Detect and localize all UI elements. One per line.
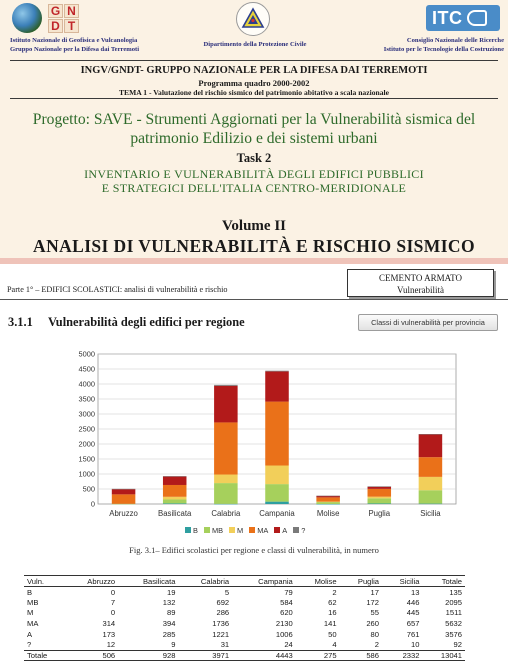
bar-segment bbox=[112, 489, 136, 494]
globe-icon bbox=[12, 3, 42, 33]
legend-item bbox=[274, 524, 287, 536]
vulnerability-chart bbox=[64, 350, 462, 522]
bar-segment bbox=[419, 490, 443, 503]
table-total-label: Totale bbox=[24, 650, 65, 661]
table-cell: 92 bbox=[453, 640, 462, 650]
table-total-cell: 3971 bbox=[178, 650, 232, 661]
bar-segment bbox=[368, 503, 392, 504]
header-divider bbox=[10, 60, 498, 61]
institute-title: INGV/GNDT- GRUPPO NAZIONALE PER LA DIFESA DAI TERREMOTI bbox=[80, 65, 428, 76]
bar-segment bbox=[214, 504, 238, 505]
cover-page bbox=[0, 0, 508, 264]
table-cell: 5 bbox=[224, 587, 230, 597]
bar-segment bbox=[316, 502, 340, 503]
table-cell: 9 bbox=[171, 640, 176, 650]
table-cell: 7 bbox=[110, 597, 116, 607]
legend-swatch bbox=[185, 527, 191, 533]
legend-swatch bbox=[229, 527, 235, 533]
bar-segment bbox=[265, 466, 289, 485]
running-header: Parte 1° – EDIFICI SCOLASTICI: analisi di vulnerabilità e rischio bbox=[7, 285, 228, 294]
table-cell: 3576 bbox=[445, 629, 462, 639]
bar-segment bbox=[265, 484, 289, 502]
table-row bbox=[24, 629, 465, 640]
table-cell: 62 bbox=[328, 597, 337, 607]
bar-segment bbox=[214, 385, 238, 386]
bar-segment bbox=[214, 422, 238, 474]
table-cell: 89 bbox=[167, 608, 176, 618]
table-row-label: M bbox=[27, 608, 34, 618]
stacked-bar-chart bbox=[64, 350, 462, 522]
y-tick-label: 2000 bbox=[78, 439, 95, 449]
table-cell: 445 bbox=[406, 608, 420, 618]
table-header-cell: Molise bbox=[296, 576, 340, 587]
table-cell: 79 bbox=[284, 587, 293, 597]
table-cell: 314 bbox=[102, 619, 116, 629]
table-cell: 19 bbox=[167, 587, 176, 597]
table-cell: 50 bbox=[328, 629, 337, 639]
x-tick-label: Campania bbox=[259, 509, 295, 518]
bar-segment bbox=[419, 504, 443, 505]
table-total-cell: 586 bbox=[340, 650, 382, 661]
bar-segment bbox=[163, 499, 187, 503]
province-classes-button[interactable]: Classi di vulnerabilità per provincia bbox=[358, 314, 498, 331]
table-row-label: MB bbox=[27, 597, 39, 607]
x-tick-label: Basilicata bbox=[158, 509, 192, 518]
table-header-cell: Vuln. bbox=[24, 576, 65, 587]
table-cell: 285 bbox=[162, 629, 176, 639]
table-cell: 16 bbox=[328, 608, 337, 618]
legend-label: MA bbox=[257, 525, 269, 535]
figure-caption: Fig. 3.1– Edifici scolastici per regione e classi di vulnerabilità, in numero bbox=[129, 545, 379, 555]
protezione-civile-logo bbox=[180, 0, 330, 50]
y-tick-label: 3000 bbox=[78, 409, 95, 419]
cnr-caption bbox=[384, 37, 504, 54]
theme-line: TEMA 1 - Valutazione del rischio sismico del patrimonio abitativo a scala nazionale bbox=[118, 88, 389, 97]
y-tick-label: 2500 bbox=[78, 424, 95, 434]
table-header-cell: Sicilia bbox=[382, 576, 422, 587]
programme-line: Programma quadro 2000-2002 bbox=[198, 78, 310, 88]
section-title: Vulnerabilità degli edifici per regione bbox=[48, 315, 245, 329]
gndt-letter: D bbox=[48, 19, 63, 33]
bar-segment bbox=[112, 489, 136, 490]
table-header-cell: Abruzzo bbox=[65, 576, 118, 587]
itc-caption-line: Istituto per le Tecnologie della Costruzione bbox=[383, 45, 504, 53]
table-total-cell: 13041 bbox=[422, 650, 465, 661]
bar-segment bbox=[265, 502, 289, 504]
bar-segment bbox=[368, 489, 392, 497]
y-tick-label: 1000 bbox=[78, 469, 95, 479]
table-cell: 394 bbox=[162, 619, 176, 629]
table-total-row bbox=[24, 650, 465, 661]
inventory-title-line: E STRATEGICI DELL'ITALIA CENTRO-MERIDIONALE bbox=[101, 181, 407, 195]
table-cell: 2 bbox=[332, 587, 337, 597]
table-row-label: ? bbox=[27, 640, 32, 650]
table-cell: 31 bbox=[220, 640, 230, 650]
legend-item bbox=[293, 524, 305, 536]
table-body bbox=[24, 587, 465, 661]
table-cell: 172 bbox=[366, 597, 379, 607]
table-cell: 260 bbox=[366, 619, 379, 629]
table-total-cell: 275 bbox=[296, 650, 340, 661]
section-heading bbox=[8, 315, 245, 330]
table-cell: 12 bbox=[106, 640, 116, 650]
table-cell: 0 bbox=[110, 608, 116, 618]
table-total-cell: 2332 bbox=[382, 650, 422, 661]
legend-item bbox=[204, 524, 223, 536]
table-cell: 2 bbox=[374, 640, 379, 650]
itc-logo-text: ITC bbox=[432, 7, 463, 28]
legend-swatch bbox=[249, 527, 255, 533]
table-row bbox=[24, 587, 465, 598]
table-row bbox=[24, 597, 465, 608]
table-cell: 4 bbox=[332, 640, 337, 650]
bar-segment bbox=[419, 477, 443, 490]
x-tick-label: Abruzzo bbox=[109, 509, 138, 518]
table-cell: 584 bbox=[280, 597, 293, 607]
bar-segment bbox=[368, 486, 392, 487]
ingv-gndt-logo bbox=[10, 3, 180, 57]
table-cell: 286 bbox=[216, 608, 230, 618]
table-header-cell: Calabria bbox=[178, 576, 232, 587]
section-number: 3.1.1 bbox=[8, 315, 33, 329]
table-cell: 80 bbox=[370, 629, 379, 639]
table-total-cell: 4443 bbox=[232, 650, 296, 661]
table-cell: 10 bbox=[411, 640, 420, 650]
table-cell: 761 bbox=[406, 629, 420, 639]
project-title-line: patrimonio Edilizio e dei sistemi urbani bbox=[130, 130, 378, 147]
bar-segment bbox=[112, 504, 136, 505]
table-cell: 2130 bbox=[275, 619, 293, 629]
material-sublabel: Vulnerabilità bbox=[397, 285, 444, 295]
legend-label: MB bbox=[211, 525, 224, 535]
protezione-civile-caption: Dipartimento della Protezione Civile bbox=[203, 41, 307, 48]
table-row bbox=[24, 608, 465, 619]
bar-segment bbox=[214, 475, 238, 484]
chart-legend bbox=[185, 524, 305, 536]
legend-swatch bbox=[293, 527, 299, 533]
table-cell: 1736 bbox=[212, 619, 230, 629]
project-title-line: Progetto: SAVE - Strumenti Aggiornati per la Vulnerabilità sismica del bbox=[32, 111, 476, 128]
y-tick-label: 3500 bbox=[78, 394, 95, 404]
material-box bbox=[347, 269, 494, 297]
table-row-label: MA bbox=[27, 619, 39, 629]
table-cell: 135 bbox=[449, 587, 462, 597]
page-divider bbox=[0, 299, 508, 300]
table-row bbox=[24, 618, 465, 629]
x-tick-label: Sicilia bbox=[420, 509, 441, 518]
legend-item bbox=[249, 524, 268, 536]
task-label: Task 2 bbox=[236, 151, 272, 165]
bar-segment bbox=[163, 476, 187, 477]
table-cell: 1006 bbox=[275, 629, 293, 639]
table-cell: 5632 bbox=[445, 619, 462, 629]
y-tick-label: 5000 bbox=[78, 350, 95, 359]
itc-cnr-logo bbox=[340, 3, 504, 57]
table-cell: 17 bbox=[370, 587, 379, 597]
bar-segment bbox=[265, 402, 289, 466]
bar-segment bbox=[163, 503, 187, 504]
bar-segment bbox=[163, 485, 187, 497]
table-total-cell: 928 bbox=[118, 650, 178, 661]
bar-segment bbox=[419, 457, 443, 477]
civil-protection-emblem-icon bbox=[236, 2, 270, 36]
bar-segment bbox=[316, 497, 340, 501]
bar-segment bbox=[214, 386, 238, 423]
bar-segment bbox=[163, 476, 187, 485]
bar-segment bbox=[419, 434, 443, 435]
table-cell: 2095 bbox=[445, 597, 462, 607]
material-label: CEMENTO ARMATO bbox=[379, 273, 462, 283]
bar-segment bbox=[419, 434, 443, 457]
table-cell: 55 bbox=[370, 608, 379, 618]
gndt-letter: G bbox=[48, 4, 63, 18]
itc-mark-icon bbox=[467, 10, 487, 26]
table-header-cell: Basilicata bbox=[118, 576, 178, 587]
legend-label: ? bbox=[301, 525, 306, 535]
gndt-caption-line: Gruppo Nazionale per la Difesa dai Terremoti bbox=[10, 45, 140, 53]
table-header-row bbox=[24, 576, 465, 587]
gndt-letter: T bbox=[64, 19, 79, 33]
y-tick-label: 500 bbox=[82, 484, 95, 494]
ingv-caption bbox=[10, 37, 139, 54]
table-cell: 1221 bbox=[212, 629, 230, 639]
table-cell: 13 bbox=[411, 587, 420, 597]
y-tick-label: 0 bbox=[90, 499, 95, 509]
gndt-letters bbox=[48, 4, 79, 33]
bar-segment bbox=[214, 483, 238, 504]
volume-title: ANALISI DI VULNERABILITÀ E RISCHIO SISMICO bbox=[33, 236, 475, 256]
table-cell: 657 bbox=[406, 619, 420, 629]
bar-segment bbox=[368, 498, 392, 503]
bar-segment bbox=[368, 497, 392, 499]
table-cell: 24 bbox=[284, 640, 293, 650]
bar-segment bbox=[316, 504, 340, 505]
y-tick-label: 4500 bbox=[78, 364, 95, 374]
table-cell: 1511 bbox=[445, 608, 462, 618]
x-tick-label: Molise bbox=[316, 509, 340, 518]
table-header-cell: Puglia bbox=[340, 576, 382, 587]
table-header-cell: Totale bbox=[422, 576, 465, 587]
table-cell: 620 bbox=[280, 608, 293, 618]
x-tick-label: Puglia bbox=[368, 509, 391, 518]
bar-segment bbox=[265, 371, 289, 372]
table-total-cell: 506 bbox=[65, 650, 118, 661]
legend-swatch bbox=[204, 527, 210, 533]
legend-label: B bbox=[193, 525, 198, 535]
table-row-label: A bbox=[27, 629, 33, 639]
table-cell: 446 bbox=[406, 597, 420, 607]
legend-swatch bbox=[274, 527, 280, 533]
bar-segment bbox=[163, 497, 187, 500]
header-divider bbox=[10, 98, 498, 99]
legend-item bbox=[229, 524, 243, 536]
vulnerability-table bbox=[24, 575, 465, 661]
table-row-label: B bbox=[27, 587, 33, 597]
table-cell: 173 bbox=[102, 629, 116, 639]
legend-label: A bbox=[282, 525, 288, 535]
table-cell: 141 bbox=[323, 619, 337, 629]
table-cell: 0 bbox=[110, 587, 116, 597]
bar-segment bbox=[265, 371, 289, 401]
bar-segment bbox=[316, 496, 340, 497]
gndt-letter: N bbox=[64, 4, 79, 18]
legend-item bbox=[185, 524, 198, 536]
cnr-caption-line: Consiglio Nazionale delle Ricerche bbox=[406, 37, 504, 44]
itc-badge bbox=[426, 5, 500, 31]
ingv-caption-line: Istituto Nazionale di Geofisica e Vulcanologia bbox=[10, 37, 138, 44]
bar-segment bbox=[316, 502, 340, 504]
y-tick-label: 4000 bbox=[78, 379, 95, 389]
inventory-title-line: INVENTARIO E VULNERABILITÀ DEGLI EDIFICI PUBBLICI bbox=[84, 167, 424, 181]
volume-label: Volume II bbox=[221, 218, 287, 234]
legend-label: M bbox=[237, 525, 244, 535]
table-header-cell: Campania bbox=[232, 576, 296, 587]
table-cell: 692 bbox=[216, 597, 230, 607]
table-cell: 132 bbox=[162, 597, 176, 607]
x-tick-label: Calabria bbox=[211, 509, 241, 518]
cover-bottom-band bbox=[0, 258, 508, 264]
table-row bbox=[24, 639, 465, 650]
bar-segment bbox=[112, 494, 136, 503]
y-tick-label: 1500 bbox=[78, 454, 95, 464]
